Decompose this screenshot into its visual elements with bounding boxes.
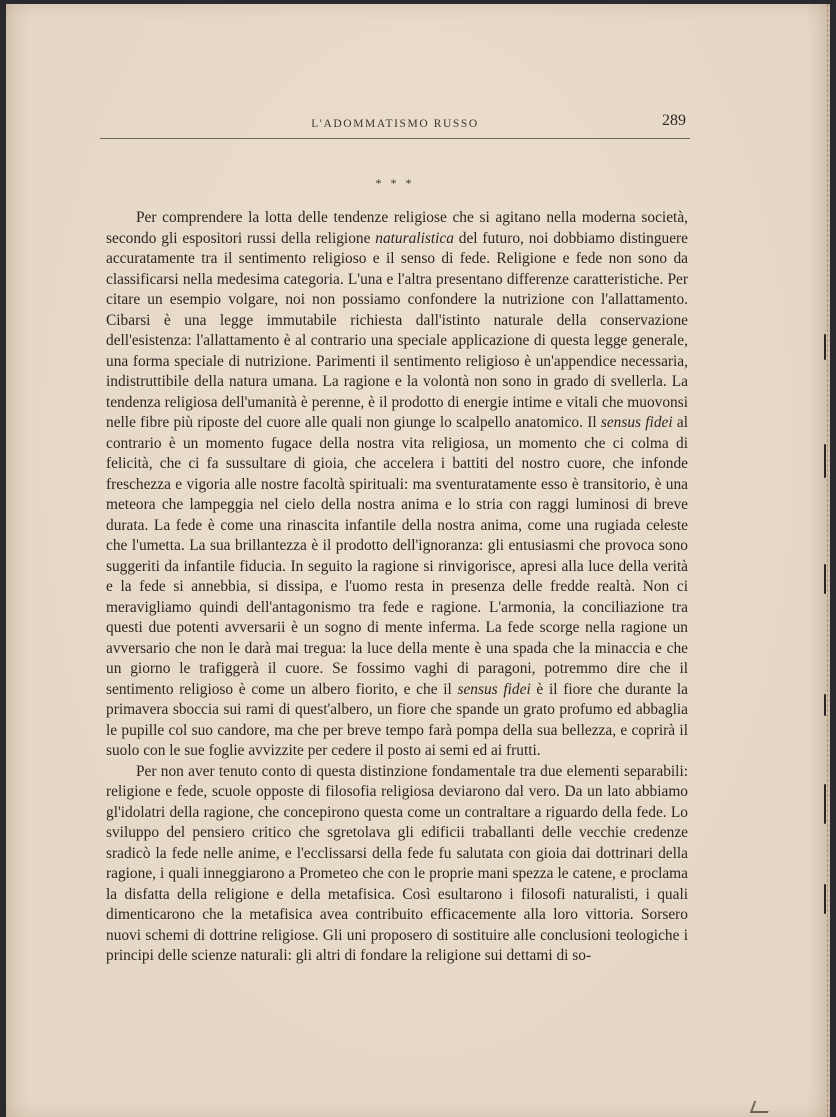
margin-mark (824, 784, 826, 824)
text-run: è il fiore che durante la primavera sboccia sui rami di quest'albero, un fiore che spande un grato profumo ed abbaglia le pupille col suo candore, ma che per breve tempo farà pompa della sua bellezza, e coprirà il suolo con le sue foglie avvizzite per cedere il posto ai semi ed ai frutti. (106, 680, 688, 759)
running-head: L'ADOMMATISMO RUSSO (311, 118, 479, 130)
page-number: 289 (662, 112, 686, 129)
text-run: Per non aver tenuto conto di questa distinzione fondamentale tra due elementi separabili: religione e fede, scuole opposte di filosofia religiosa deviarono dal vero. Da un lato abbiamo gl'idolatri della ragione, che concepirono questa come un contraltare a riguardo della fede. Lo sviluppo del pensiero critico che sgretolava gli edificii traballanti delle vecchie credenze sradicò la fede nelle anime, e l'ecclissarsi della fede fu salutata con gioia dai dottrinari della ragione, i quali inneggiarono a Prometeo che con le proprie mani spezza le catene, e proclama la disfatta della religione e della metafisica. Così esultarono i filosofi naturalisti, i quali dimenticarono che la metafisica avea contribuito efficacemente alla loro vittoria. Sorsero nuovi schemi di dottrine religiose. Gli uni proposero di sostituire alle conclusioni teologiche i principi delle scienze naturali: gli altri di fondare la religione sui dettami di so- (106, 762, 688, 964)
book-page (6, 4, 830, 1117)
text-run: del futuro, noi dobbiamo distinguere accuratamente tra il sentimento religioso e il senso di fede. Religione e fede non sono da classificarsi nella medesima categoria. L'una e l'altra presentano differenze caratteristiche. Per citare un esempio volgare, noi non possiamo confondere la nutrizione con l'allattamento. Cibarsi è una legge immutabile richiesta dall'istinto naturale della conservazione dell'esistenza: l'allattamento è al contrario una speciale applicazione di questa legge generale, una forma speciale di nutrizione. Parimenti il sentimento religioso è un'appendice necessaria, indistruttibile della natura umana. La ragione e la volontà non sono in grado di svellerla. La tendenza religiosa dell'umanità è perenne, è il prodotto di energie intime e vitali che muovonsi nelle fibre più riposte del cuore alle quali non giunge lo scalpello anatomico. Il (106, 229, 689, 431)
paragraph (106, 208, 688, 762)
margin-mark (824, 884, 826, 914)
margin-mark (824, 564, 826, 594)
page-header (100, 112, 690, 139)
text-run: al contrario è un momento fugace della nostra vita religiosa, un momento che ci colma di felicità, che ci fa sussultare di gioia, che accelera i battiti del nostro cuore, che infonde freschezza e vigoria alle nostre facoltà spirituali: ma sventuratamente esso è transitorio, è una meteora che lampeggia nel cielo della nostra anima e lo stria con raggi luminosi di breve durata. La fede è come una rinascita infantile della nostra anima, come una rugiada celeste che l'umetta. La sua brillantezza è il prodotto dell'ignoranza: gli entusiasmi che provoca sono suggeriti da infantile fiducia. In seguito la ragione si rinvigorisce, apresi alla luce della verità e la fede si annebbia, si dissipa, e l'uomo resta in presenza delle fredde realtà. Non ci meravigliamo quindi dell'antagonismo tra fede e ragione. L'armonia, la conciliazione tra questi due potenti avversarii è un sogno di mente inferma. La fede scorge nella ragione un avversario che non le darà mai tregua: la luce della mente è una spada che la minaccia e che un giorno le trafiggerà il cuore. Se fossimo vaghi di paragoni, potremmo dire che il sentimento religioso è come un albero fiorito, e che il (106, 414, 688, 698)
margin-mark (824, 694, 826, 716)
corner-mark (750, 1101, 772, 1113)
section-separator: * * * (375, 176, 415, 190)
text-run: Per comprendere la lotta delle tendenze religiose che si agitano nella moderna società, secondo gli espositori russi della religione (106, 209, 688, 247)
margin-mark (824, 334, 826, 360)
italic-term: sensus fidei (600, 414, 673, 431)
paragraph (106, 762, 688, 967)
italic-term: sensus fidei (457, 680, 531, 698)
body-text (106, 208, 688, 967)
italic-term: naturalistica (375, 229, 454, 247)
margin-mark (824, 444, 826, 478)
